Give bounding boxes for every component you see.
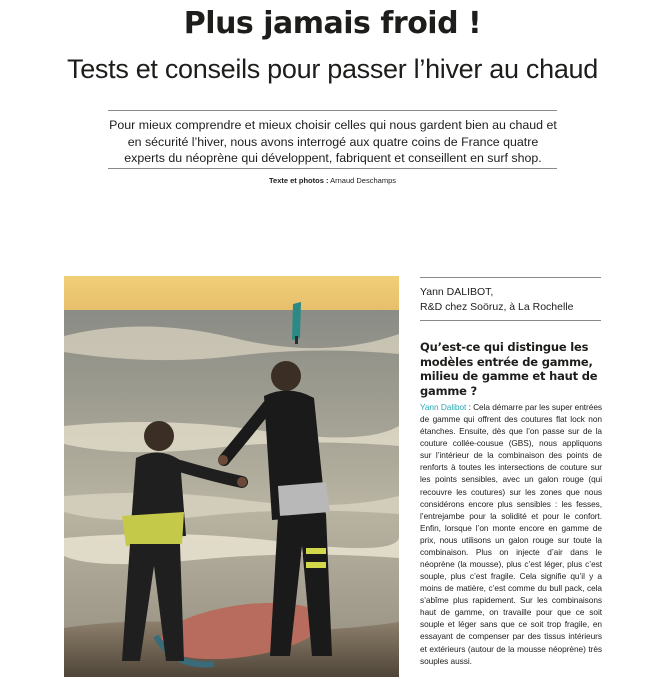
page-subtitle: Tests et conseils pour passer l’hiver au chaud: [67, 54, 598, 84]
article-photo: [64, 276, 399, 677]
windsurfers-photo-illustration: [64, 276, 399, 677]
interview-question: Qu’est-ce qui distingue les modèles entrée de gamme, milieu de gamme et haut de gamme ?: [420, 340, 598, 398]
credit-label: Texte et photos :: [269, 176, 329, 185]
credit-line: [0, 176, 665, 185]
intro-bottom-rule: [108, 168, 557, 169]
answer-text: : Cela démarre par les super entrées de gamme qui offrent des coutures flat lock non étanches. Ensuite, dès que l’on passe sur de la couture collée-cousue (GBS), nous appliquons sur l’intérieur de la combinaison des points de renforts à toutes les intersections de couture sur les points sensibles, avec un galon rouge (qui recouvre les coutures) sur les zones que nous considérons encore plus sensibles : les fesses, l’entrejambe pour la solidité et pour le confort. Enfin, lorsque l’on monte encore en gamme de prix, nous utilisons un galon rouge sur toute la combinaison. Plus on injecte d’air dans le néoprène (la mousse), plus c’est léger, plus c’est souple, plus c’est fragile. Cela signifie qu’il y a moins de matière, c’est comme du bull pack, cela s’abîme plus rapidement. Sur les combinaisons haut de gamme, on travaille pour que ce soit souple et léger sans que ce soit trop fragile, en essayant de compenser par des tissus intérieurs et extérieurs (autour de la mousse néoprène) très souples aussi.: [420, 402, 602, 666]
intro-paragraph: Pour mieux comprendre et mieux choisir celles qui nous gardent bien au chaud et en sécurité l’hiver, nous avons interrogé aux quatre coins de France quatre experts du néoprène qui développent, fabriquent et conseillent en surf shop.: [109, 118, 557, 165]
sidebar-bottom-rule: [420, 320, 601, 321]
interviewee-role: R&D chez Soöruz, à La Rochelle: [420, 301, 574, 313]
credit-name: Arnaud Deschamps: [330, 176, 396, 185]
answer-speaker: Yann Dalibot: [420, 402, 467, 412]
interviewee-name: Yann DALIBOT,: [420, 286, 494, 298]
intro-top-rule: [108, 110, 557, 111]
sidebar-top-rule: [420, 277, 601, 278]
page-title: Plus jamais froid !: [183, 6, 482, 41]
interviewee-block: [420, 285, 610, 315]
interview-answer: [420, 401, 602, 667]
